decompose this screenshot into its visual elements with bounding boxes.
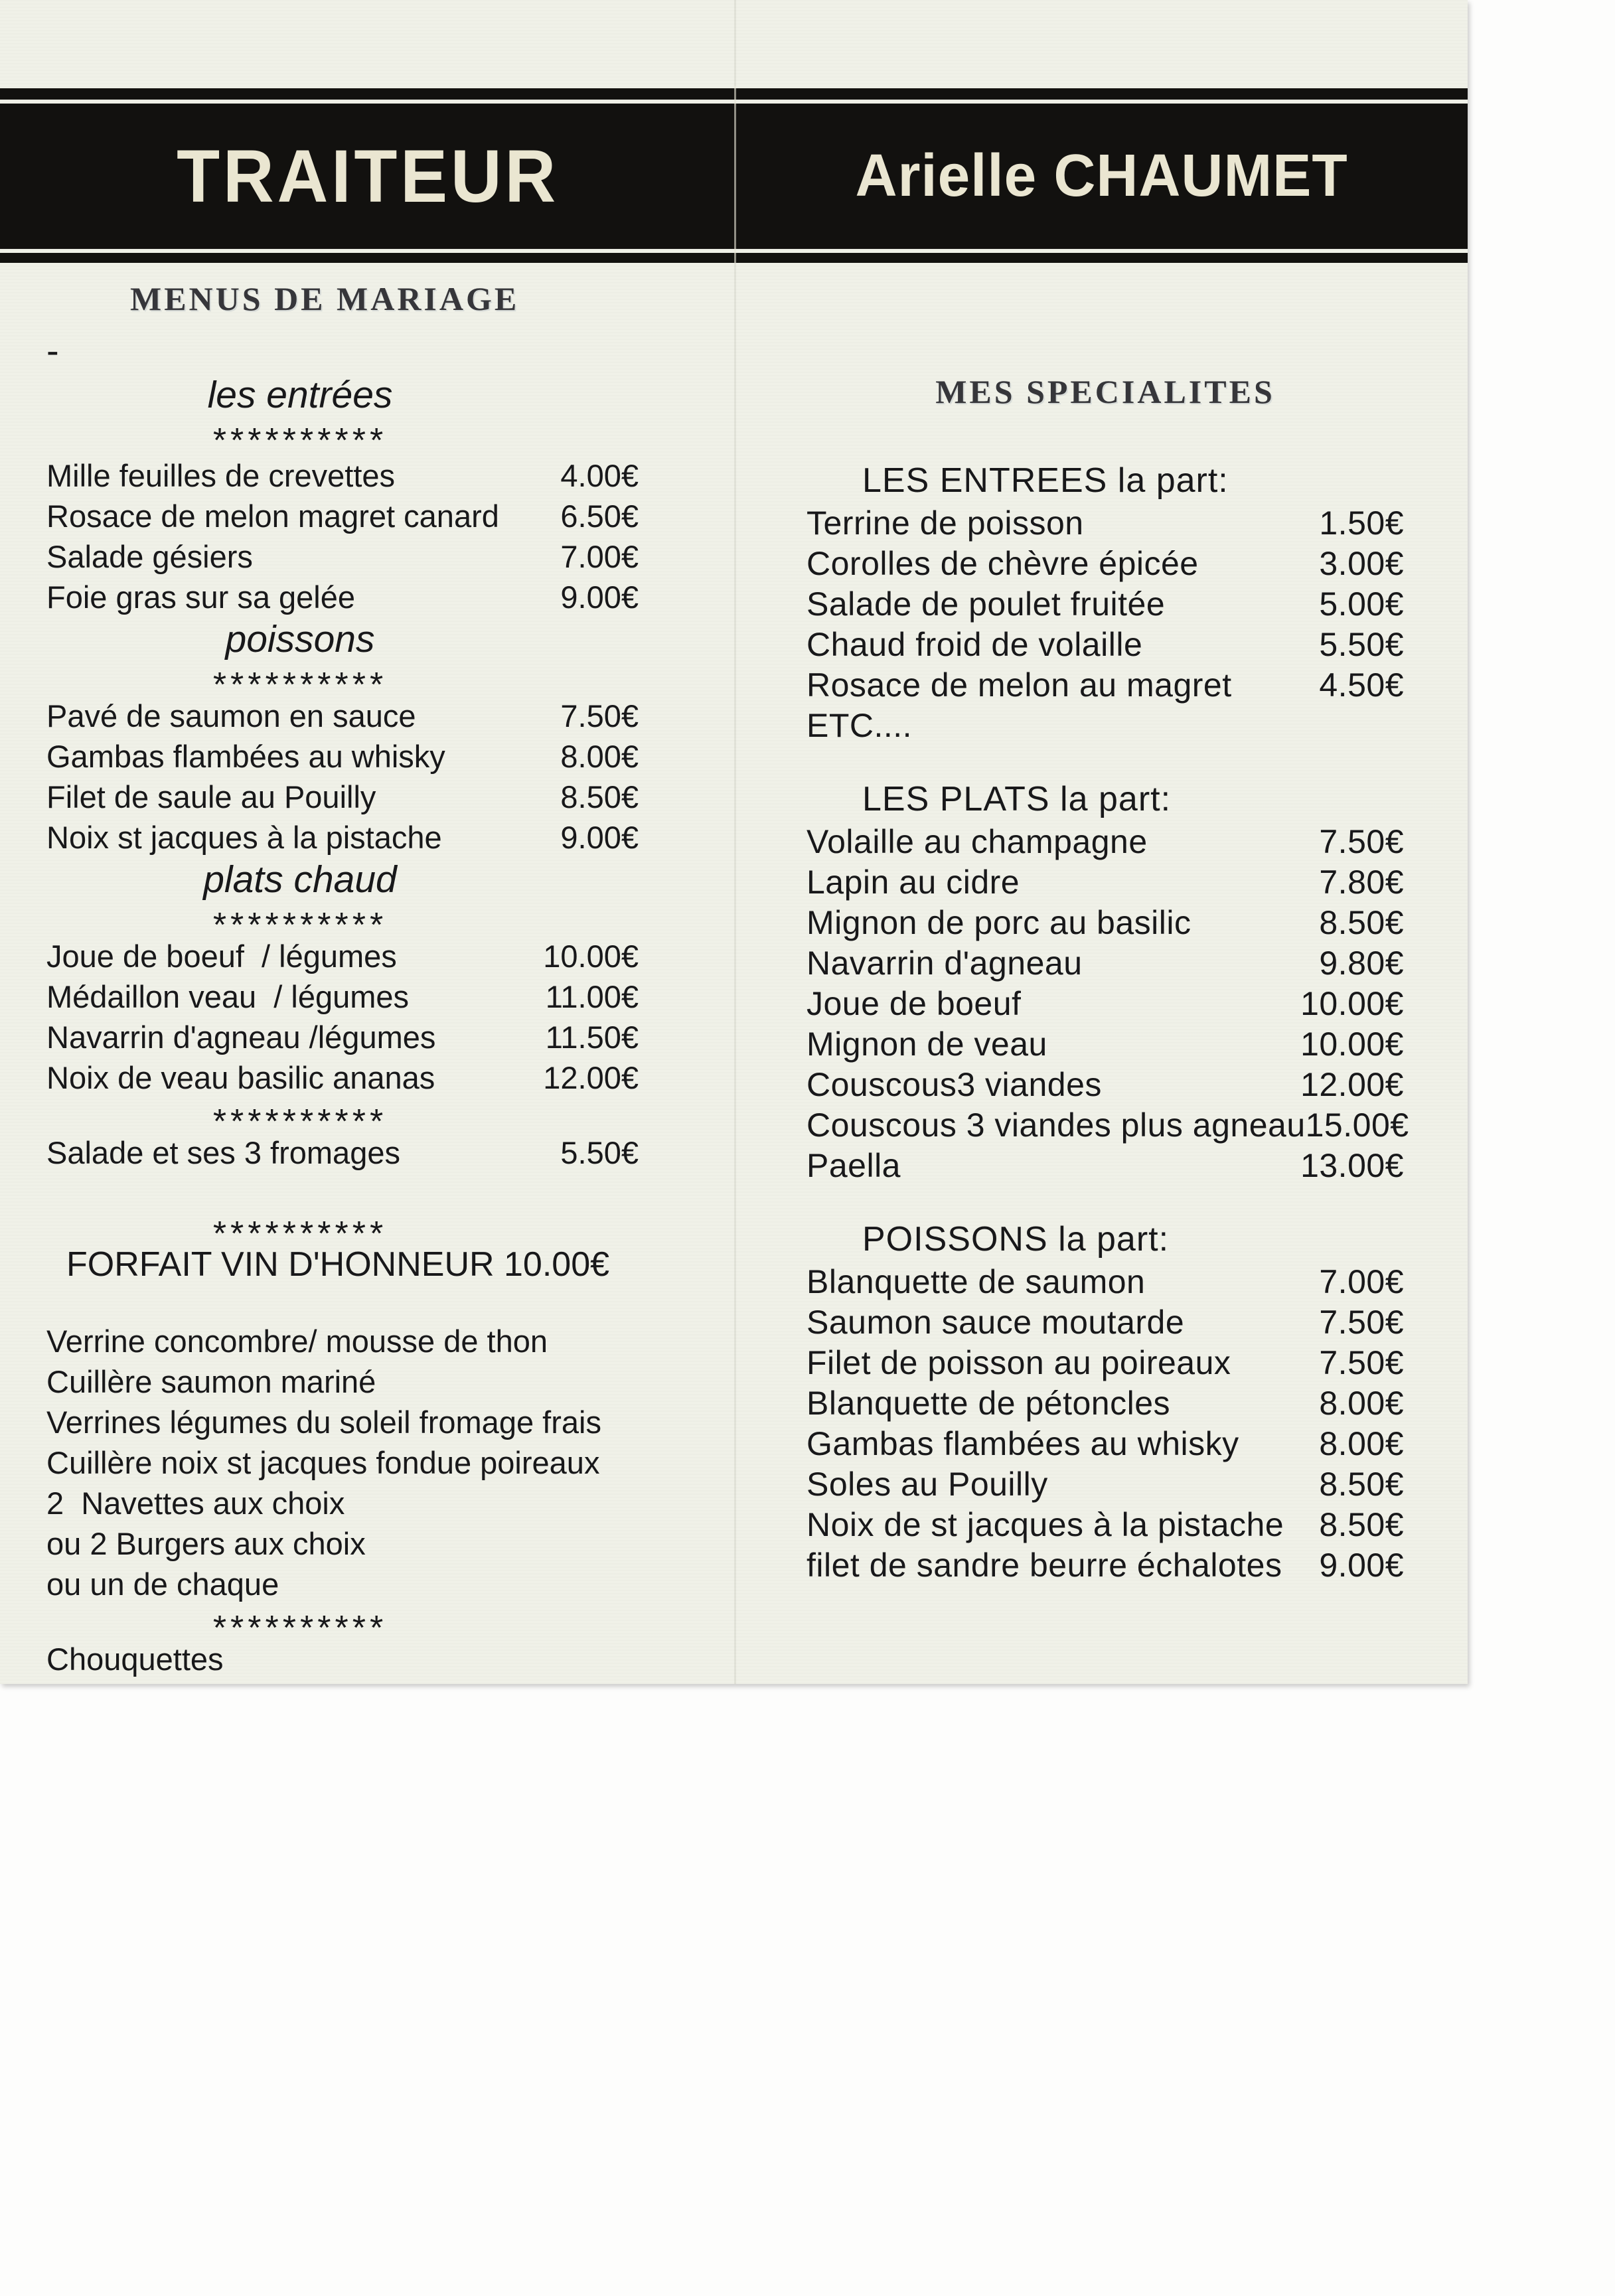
menu-item-row [807,822,1404,862]
menu-item-row [807,1383,1404,1424]
menu-item-name: Rosace de melon au magret [807,666,1232,704]
text-line: 2 Navettes aux choix [46,1486,345,1521]
menu-item-name: Navarrin d'agneau [807,945,1083,982]
stars-divider: ********** [212,906,388,945]
menu-item-name: Gambas flambées au whisky [46,739,445,774]
menu-item-name: Mignon de veau [807,1026,1047,1063]
menu-item-price: 4.00€ [560,458,639,493]
menu-item-row [46,736,639,777]
text-line: Verrines légumes du soleil fromage frais [46,1405,601,1440]
menu-item-name: Salade de poulet fruitée [807,585,1166,623]
menu-item-name: Noix st jacques à la pistache [46,820,442,855]
menu-item-price: 5.00€ [1319,585,1404,623]
text-line: ou un de chaque [46,1567,279,1602]
menu-item-name: Soles au Pouilly [807,1466,1048,1503]
menu-item-row [46,1132,639,1173]
menu-item-price: 10.00€ [543,939,639,974]
menu-item-price: 6.50€ [560,498,639,534]
menu-item-row [807,1262,1404,1302]
right-page-column [807,263,1409,1586]
menu-item-row [807,665,1404,706]
menu-item-price: 7.50€ [560,698,639,733]
menu-item-row [807,1505,1404,1545]
fold-crease-on-band [734,86,736,263]
course-subheader: poissons [225,618,375,660]
stars-divider: ********** [212,666,388,704]
menu-item-name: Médaillon veau / légumes [46,979,410,1014]
menu-item-row [807,1302,1404,1343]
menu-item-price: 5.50€ [560,1135,639,1170]
menu-item-name: Mille feuilles de crevettes [46,458,396,493]
category-subheader: LES PLATS la part: [862,780,1172,818]
menu-item-name: Noix de veau basilic ananas [46,1060,435,1095]
menu-item-row [46,976,639,1017]
menu-item-price: 9.80€ [1319,945,1404,982]
menu-item-row [46,817,639,858]
menu-item-price: 7.50€ [1319,823,1404,860]
menu-item-name: Foie gras sur sa gelée [46,579,356,615]
menu-item-name: Gambas flambées au whisky [807,1425,1239,1462]
menu-item-name: Mignon de porc au basilic [807,904,1192,941]
menu-item-name: filet de sandre beurre échalotes [807,1547,1282,1584]
menu-item-row [807,625,1404,665]
menu-item-price: 8.50€ [1319,1466,1404,1503]
right-page-title: MES SPECIALITES [935,373,1275,410]
text-line: Verrine concombre/ mousse de thon [46,1324,548,1359]
menu-item-price: 7.00€ [560,539,639,574]
menu-item-price: 7.00€ [1319,1263,1404,1300]
menu-item-price: 7.50€ [1319,1344,1404,1381]
menu-item-price: 7.80€ [1319,864,1404,901]
stars-divider: ********** [212,1103,388,1141]
header-band-right-page [735,142,1468,210]
menu-item-price: 1.50€ [1319,504,1404,542]
menu-item-name: Salade gésiers [46,539,253,574]
brand-title-traiteur: TRAITEUR [177,135,559,218]
header-band-left-page [0,133,735,219]
course-subheader: les entrées [207,374,393,416]
stray-dash-mark: - [46,329,59,371]
text-line: Cuillère noix st jacques fondue poireaux [46,1445,600,1480]
menu-item-price: 11.00€ [545,979,639,1014]
menu-item-name: Salade et ses 3 fromages [46,1135,400,1170]
menu-item-row [807,1105,1409,1146]
menu-item-row [46,496,639,536]
menu-item-price: 8.50€ [1319,1506,1404,1543]
menu-item-name: Filet de saule au Pouilly [46,779,376,814]
menu-item-price: 9.00€ [1319,1547,1404,1584]
menu-item-row [46,1057,639,1098]
spacer [46,1285,639,1321]
menu-item-row [46,777,639,817]
menu-item-row [46,536,639,577]
menu-item-price: 12.00€ [543,1060,639,1095]
menu-item-name: Pavé de saumon en sauce [46,698,416,733]
menu-item-name: Joue de boeuf [807,985,1022,1022]
menu-item-row [46,936,639,976]
menu-item-name: Blanquette de saumon [807,1263,1146,1300]
text-line: FORFAIT VIN D'HONNEUR 10.00€ [66,1245,610,1284]
menu-item-row [46,455,639,496]
menu-item-name: Joue de boeuf / légumes [46,939,397,974]
menu-item-row [807,503,1404,544]
menu-item-row [46,696,639,736]
menu-item-name: Couscous 3 viandes plus agneau [807,1107,1306,1144]
menu-item-price: 9.00€ [560,820,639,855]
menu-item-row [807,984,1404,1024]
category-subheader: POISSONS la part: [862,1220,1170,1259]
menu-item-name: Noix de st jacques à la pistache [807,1506,1284,1543]
text-line: Cuillère saumon mariné [46,1364,376,1399]
text-line: ETC.... [807,707,913,744]
menu-item-name: Couscous3 viandes [807,1066,1102,1103]
menu-item-price: 8.00€ [1319,1425,1404,1462]
left-page-column [46,272,639,1679]
menu-item-name: Blanquette de pétoncles [807,1385,1171,1422]
menu-item-name: Rosace de melon magret canard [46,498,499,534]
category-subheader: LES ENTREES la part: [862,461,1229,500]
menu-item-row [807,1424,1404,1464]
menu-item-price: 5.50€ [1319,626,1404,663]
menu-item-price: 7.50€ [1319,1304,1404,1341]
course-subheader: plats chaud [203,858,397,901]
menu-item-row [46,1017,639,1057]
menu-item-price: 12.00€ [1300,1066,1404,1103]
menu-item-price: 8.50€ [1319,904,1404,941]
spacer [46,1173,639,1210]
menu-item-row [807,1065,1404,1105]
stars-divider: ********** [212,421,388,460]
menu-item-row [807,1464,1404,1505]
menu-item-row [807,903,1404,943]
menu-item-price: 10.00€ [1300,985,1404,1022]
menu-item-row [807,1545,1404,1586]
menu-item-row [46,577,639,617]
menu-item-name: Navarrin d'agneau /légumes [46,1020,436,1055]
menu-item-row [807,1343,1404,1383]
menu-item-row [807,1024,1404,1065]
text-line: ou 2 Burgers aux choix [46,1526,366,1561]
spacer [807,1186,1404,1219]
menu-item-row [807,544,1404,584]
spacer [807,746,1404,779]
stars-divider: ********** [212,1215,388,1253]
brand-title-arielle-chaumet: Arielle CHAUMET [855,143,1348,209]
menu-item-name: Chaud froid de volaille [807,626,1143,663]
stars-divider: ********** [212,1609,388,1647]
menu-item-name: Corolles de chèvre épicée [807,545,1199,582]
menu-item-price: 15.00€ [1305,1107,1409,1144]
menu-item-name: Terrine de poisson [807,504,1084,542]
menu-item-row [807,862,1404,903]
menu-item-row [807,584,1404,625]
menu-item-price: 10.00€ [1300,1026,1404,1063]
menu-item-name: Volaille au champagne [807,823,1148,860]
menu-item-price: 3.00€ [1319,545,1404,582]
menu-item-price: 8.00€ [1319,1385,1404,1422]
spacer [807,410,1404,461]
menu-item-name: Filet de poisson au poireaux [807,1344,1231,1381]
menu-item-name: Paella [807,1147,901,1184]
menu-item-row [807,1146,1404,1186]
menu-item-price: 8.50€ [560,779,639,814]
menu-item-row [807,943,1404,984]
menu-item-price: 13.00€ [1300,1147,1404,1184]
left-page-title: MENUS DE MARIAGE [130,280,520,317]
menu-item-price: 11.50€ [545,1020,639,1055]
text-line: Chouquettes [46,1642,224,1677]
menu-item-price: 8.00€ [560,739,639,774]
menu-item-price: 4.50€ [1319,666,1404,704]
menu-item-price: 9.00€ [560,579,639,615]
menu-item-name: Lapin au cidre [807,864,1020,901]
menu-item-name: Saumon sauce moutarde [807,1304,1185,1341]
